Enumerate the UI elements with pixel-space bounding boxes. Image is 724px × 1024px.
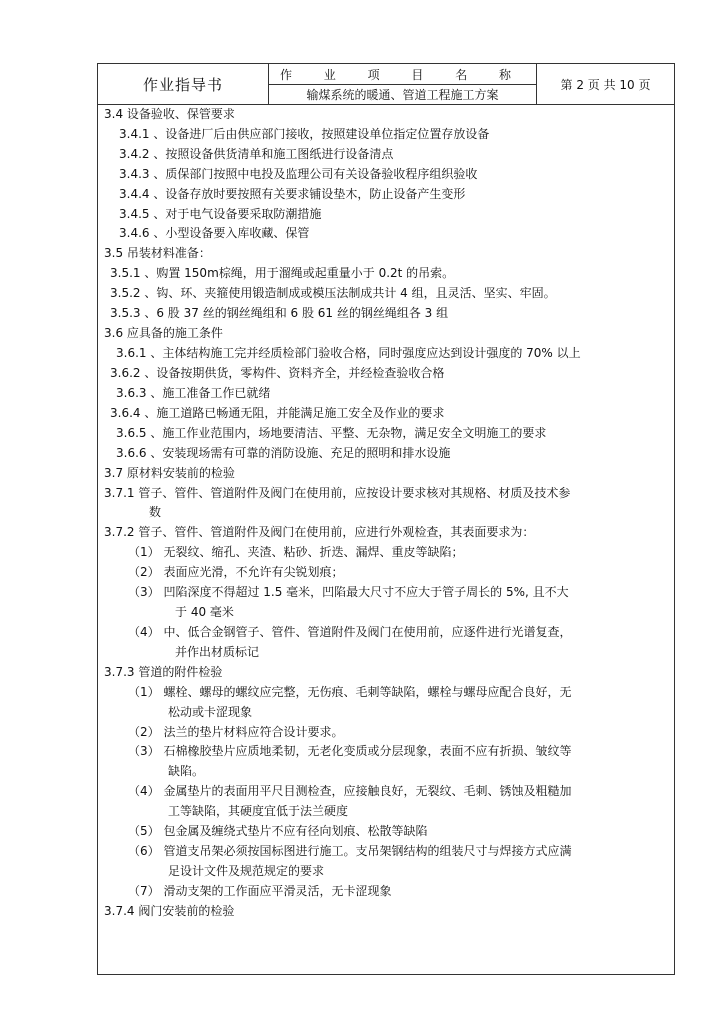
text-line: 3.4.5 、对于电气设备要采取防潮措施: [119, 207, 322, 221]
text-line: 足设计文件及规范规定的要求: [168, 864, 325, 878]
text-line: 3.4.2 、按照设备供货清单和施工图纸进行设备清点: [119, 147, 394, 161]
text-line: 3.4.3 、质保部门按照中电投及监理公司有关设备验收程序组织验收: [119, 167, 478, 181]
page-info-cell: 第 2 页 共 10 页: [560, 77, 651, 92]
text-line: 3.6.6 、安装现场需有可靠的消防设施、充足的照明和排水设施: [116, 446, 451, 460]
text-line: 缺陷。: [168, 764, 205, 778]
project-name: 输煤系统的暖通、管道工程施工方案: [306, 87, 499, 102]
section-heading: 3.5 吊装材料准备：: [104, 246, 211, 260]
project-cell: [269, 64, 537, 104]
section-heading: 3.7 原材料安装前的检验: [104, 466, 235, 480]
text-line: 3.7.1 管子、管件、管道附件及阀门在使用前，应按设计要求核对其规格、材质及技术参: [104, 486, 571, 500]
text-line: （3） 石棉橡胶垫片应质地柔韧，无老化变质或分层现象，表面不应有折损、皱纹等: [128, 744, 572, 758]
text-line: 数: [149, 505, 162, 519]
text-line: 3.6.3 、施工准备工作已就绪: [116, 386, 271, 400]
text-line: （1） 无裂纹、缩孔、夹渣、粘砂、折迭、漏焊、重皮等缺陷；: [128, 545, 464, 559]
document-frame: [97, 63, 675, 975]
text-line: 3.6.5 、施工作业范围内，场地要清洁、平整、无杂物，满足安全文明施工的要求: [116, 426, 547, 440]
section-heading: 3.6 应具备的施工条件: [104, 326, 223, 340]
text-line: （3） 凹陷深度不得超过 1.5 毫米，凹陷最大尺寸不应大于管子周长的 5%, 且不大: [128, 585, 569, 599]
text-line: 3.5.3 、6 股 37 丝的钢丝绳组和 6 股 61 丝的钢丝绳组各 3 组: [110, 306, 449, 320]
text-line: 3.4.1 、设备进厂后由供应部门接收，按照建设单位指定位置存放设备: [119, 127, 490, 141]
project-label: 作 业 项 目 名 称: [269, 64, 536, 85]
text-line: 3.6.4 、施工道路已畅通无阻，并能满足施工安全及作业的要求: [110, 406, 445, 420]
text-line: 3.6.2 、设备按期供货，零构件、资料齐全，并经检查验收合格: [110, 366, 445, 380]
text-line: （4） 金属垫片的表面用平尺目测检查，应接触良好，无裂纹、毛刺、锈蚀及粗糙加: [128, 784, 572, 798]
text-line: 3.5.1 、购置 150m棕绳，用于溜绳或起重量小于 0.2t 的吊索。: [110, 266, 455, 280]
text-line: （1） 螺栓、螺母的螺纹应完整，无伤痕、毛刺等缺陷，螺栓与螺母应配合良好，无: [128, 685, 572, 699]
text-line: 于 40 毫米: [175, 605, 234, 619]
text-line: （7） 滑动支架的工作面应平滑灵活，无卡涩现象: [128, 884, 392, 898]
text-line: 并作出材质标记: [175, 645, 260, 659]
text-line: （4） 中、低合金钢管子、管件、管道附件及阀门在使用前，应逐件进行光谱复查，: [128, 625, 572, 639]
doc-type-cell: 作业指导书: [98, 64, 269, 104]
text-line: （2） 法兰的垫片材料应符合设计要求。: [128, 725, 344, 739]
text-line: 3.4.6 、小型设备要入库收藏、保管: [119, 226, 310, 240]
text-line: （5） 包金属及缠绕式垫片不应有径向划痕、松散等缺陷: [128, 824, 428, 838]
text-line: 3.4.4 、设备存放时要按照有关要求铺设垫木，防止设备产生变形: [119, 187, 466, 201]
section-heading: 3.7.3 管道的附件检验: [104, 665, 223, 679]
text-line: 3.5.2 、钩、环、夹箍使用锻造制成或模压法制成共计 4 组，且灵活、坚实、牢固。: [110, 286, 556, 300]
text-line: 工等缺陷，其硬度宜低于法兰硬度: [168, 804, 349, 818]
text-line: 3.7.2 管子、管件、管道附件及阀门在使用前，应进行外观检查，其表面要求为：: [104, 525, 535, 539]
text-line: 3.6.1 、主体结构施工完并经质检部门验收合格，同时强度应达到设计强度的 70% 以上: [116, 346, 581, 360]
section-heading: 3.4 设备验收、保管要求: [104, 107, 235, 121]
text-line: （6） 管道支吊架必须按国标图进行施工。支吊架钢结构的组装尺寸与焊接方式应满: [128, 844, 572, 858]
section-heading: 3.7.4 阀门安装前的检验: [104, 904, 235, 918]
text-line: （2） 表面应光滑，不允许有尖锐划痕；: [128, 565, 344, 579]
text-line: 松动或卡涩现象: [168, 705, 253, 719]
header-table: [98, 64, 674, 105]
